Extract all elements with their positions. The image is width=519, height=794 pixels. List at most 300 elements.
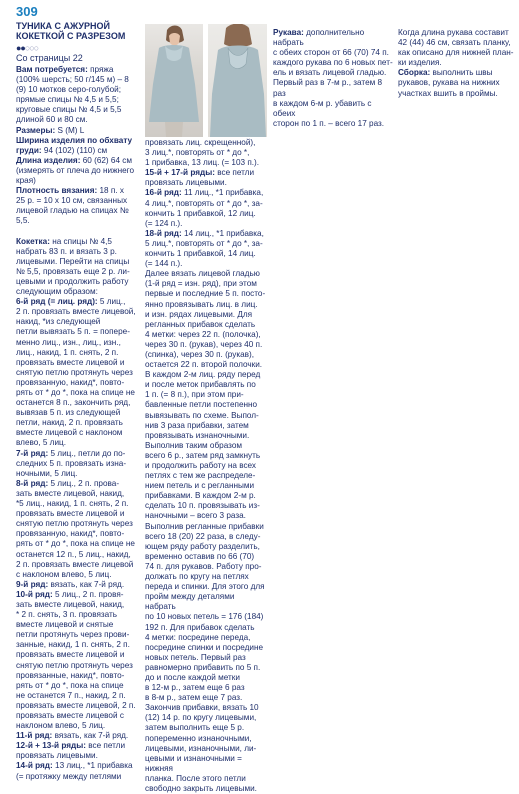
line-text: прибавками. В каждом 2-м р.	[145, 491, 256, 501]
text-line	[145, 320, 267, 330]
difficulty-rating	[16, 43, 38, 53]
line-text: лиц., накид, 1 п. снять, 2 п.	[16, 347, 119, 357]
text-line	[16, 206, 144, 226]
text-line	[145, 279, 267, 289]
line-text: накид, *из следующей	[16, 317, 101, 327]
text-line	[16, 691, 144, 701]
text-line	[16, 307, 144, 317]
line-text: через 30 п. (рукав), через 40 п.	[145, 339, 263, 349]
text-line	[16, 327, 144, 337]
text-line	[16, 751, 144, 761]
line-text: выполнить швы	[430, 68, 493, 78]
line-text: 60 (62) 64 см	[80, 155, 133, 165]
text-line	[16, 489, 144, 499]
text-line	[16, 620, 144, 630]
line-text: 14 лиц., *1 прибавка,	[181, 228, 264, 238]
line-text: (= протяжку между петлями	[16, 771, 122, 781]
line-text: провязанную, накид*, повто-	[16, 529, 125, 539]
line-text: наклоном влево, 5 лиц.	[16, 721, 106, 731]
text-line	[16, 630, 144, 640]
line-text: зать вместе лицевой, накид,	[16, 488, 125, 498]
text-line	[16, 731, 144, 741]
line-text: останется 8 п., закончить ряд,	[16, 398, 131, 408]
line-text: провязывать изнаночными.	[145, 430, 250, 440]
line-text: как описано для нижней план-	[398, 48, 514, 58]
column-3	[273, 28, 393, 129]
text-line	[273, 58, 393, 68]
text-line	[145, 522, 267, 532]
text-line	[145, 360, 267, 370]
line-text: и после меток прибавлять по	[145, 380, 256, 390]
line-text	[16, 227, 18, 236]
text-line	[16, 126, 144, 136]
text-line	[145, 572, 267, 582]
text-line	[145, 330, 267, 340]
text-line	[145, 784, 267, 794]
text-line	[398, 38, 516, 48]
difficulty-filled: ●●	[16, 43, 25, 53]
column-1	[16, 65, 144, 782]
line-text: менно лиц., изн., лиц., изн.,	[16, 337, 121, 347]
line-text: 2 п. провязать вместе лицевой	[16, 559, 134, 569]
text-line	[16, 600, 144, 610]
line-text: набрать 83 п. и вязать 3 р.	[16, 246, 117, 256]
bold-label: 11-й ряд:	[16, 731, 53, 741]
text-line	[16, 277, 144, 287]
line-text: лицевой гладью на спицах № 5,5.	[16, 206, 129, 226]
text-line	[16, 580, 144, 590]
text-line	[145, 259, 267, 269]
line-text: в 8-м р., затем еще 7 раз.	[145, 693, 243, 703]
text-line	[145, 713, 267, 723]
line-text: ночными, 5 лиц.	[16, 468, 78, 478]
text-line	[145, 501, 267, 511]
line-text: пройм между деталями набрать	[145, 592, 235, 612]
line-text: новых петель. Первый раз	[145, 652, 246, 662]
text-line	[145, 723, 267, 733]
line-text: все петли	[214, 168, 255, 178]
text-line	[145, 441, 267, 451]
text-line	[398, 68, 516, 78]
text-line	[273, 28, 393, 48]
text-line	[145, 390, 267, 400]
text-line	[16, 711, 144, 721]
text-line	[16, 247, 144, 257]
line-text: петлях с тем же распределе-	[145, 471, 256, 481]
line-text: лицевыми, изнаночными, ли-	[145, 743, 257, 753]
text-line	[145, 199, 267, 209]
text-line	[145, 340, 267, 350]
text-line	[145, 310, 267, 320]
line-text: рять от * до *, пока на спице не	[16, 388, 135, 397]
line-text: все петли	[85, 741, 126, 751]
line-text: Выполнив таким образом	[145, 440, 243, 450]
text-line	[145, 623, 267, 633]
line-text: и продолжить работу на всех	[145, 461, 257, 470]
text-line	[16, 509, 144, 519]
line-text: № 5,5, провязать еще 2 р. ли-	[16, 266, 130, 276]
text-line	[16, 186, 144, 196]
text-line	[145, 229, 267, 239]
text-line	[16, 519, 144, 529]
line-text: каждого рукава по 6 новых пет-	[273, 58, 393, 68]
text-line	[16, 287, 144, 297]
line-text: Когда длина рукава составит	[398, 28, 509, 37]
text-line	[145, 552, 267, 562]
text-line	[16, 297, 144, 307]
line-text: в каждом 6-м р. убавить с обеих	[273, 98, 372, 118]
text-line	[145, 612, 267, 622]
line-text: 13 лиц., *1 прибавка	[52, 761, 133, 771]
line-text: всего 18 (20) 22 раза, в следу-	[145, 531, 261, 541]
bold-label: 9-й ряд:	[16, 579, 49, 589]
line-text: снятую петлю протянуть через	[16, 367, 133, 377]
line-text: провязать лицевыми.	[16, 751, 98, 761]
bold-label: груди:	[16, 145, 42, 155]
text-line	[145, 350, 267, 360]
text-line	[16, 428, 144, 438]
line-text: (9) 10 мотков серо-голубой;	[16, 85, 121, 95]
line-text: 5 лиц.,	[97, 297, 126, 307]
line-text: провязать вместе лицевой с	[16, 711, 124, 720]
line-text: (= 144 п.).	[145, 259, 183, 269]
line-text: бавленные петли постепенно	[145, 400, 258, 410]
line-text: дополнительно набрать	[273, 28, 365, 48]
line-text: сделать 10 п. провязывать из-	[145, 501, 260, 511]
line-text: края)	[16, 176, 36, 186]
text-line	[145, 582, 267, 592]
line-text: и изн. рядах лицевыми. Для	[145, 309, 253, 319]
line-text: провязать лиц. скрещенной),	[145, 138, 256, 147]
text-line	[398, 78, 516, 88]
text-line	[398, 48, 516, 58]
line-text: провязать лицевыми.	[145, 178, 227, 188]
from-page: Со страницы 22	[16, 53, 83, 63]
line-text: ель и вязать лицевой гладью.	[273, 68, 387, 78]
line-text: 25 р. = 10 х 10 см, связанных	[16, 196, 128, 206]
text-line	[145, 249, 267, 259]
bold-label: 12-й + 13-й ряды:	[16, 741, 86, 751]
line-text: пряжа	[87, 65, 114, 74]
line-text: 5 лиц., петли до по-	[48, 448, 126, 458]
line-text: * 2 п. снять, 3 п. провязать	[16, 610, 118, 620]
text-line	[145, 138, 267, 148]
line-text: 11 лиц., *1 прибавка,	[181, 188, 264, 198]
bold-label: 16-й ряд:	[145, 188, 182, 198]
text-line	[145, 400, 267, 410]
line-text: 1 п. (= 8 п.), при этом при-	[145, 390, 244, 400]
line-text: *5 лиц., накид, 1 п. снять, 2 п.	[16, 499, 129, 509]
bold-label: 6-й ряд (= лиц. ряд):	[16, 297, 98, 307]
line-text: наночными – всего 3 раза.	[145, 511, 246, 521]
text-line	[273, 48, 393, 58]
bold-label: Рукава:	[273, 28, 304, 37]
text-line	[145, 703, 267, 713]
line-text: (спинка), через 30 п. (рукав),	[145, 349, 255, 359]
line-text: прямые спицы № 4,5 и 5,5;	[16, 95, 119, 105]
line-text: должать по кругу на петлях	[145, 572, 249, 582]
line-text: равномерно прибавить по 5 п.	[145, 662, 261, 672]
bold-label: 15-й + 17-й ряды:	[145, 168, 215, 178]
text-line	[16, 701, 144, 711]
difficulty-empty: ○○○	[24, 43, 39, 53]
line-text: 192 п. Для прибавок сделать	[145, 622, 255, 632]
text-line	[16, 772, 144, 782]
text-line	[145, 209, 267, 219]
line-text: провязать вместе лицевой и	[16, 650, 125, 660]
text-line	[16, 499, 144, 509]
line-text: (12) 14 р. по кругу лицевыми,	[145, 713, 257, 723]
text-line	[16, 438, 144, 448]
text-line	[145, 370, 267, 380]
text-line	[145, 148, 267, 158]
text-line	[145, 592, 267, 612]
line-text: зать вместе лицевой, накид,	[16, 599, 125, 609]
line-text: 94 (102) (110) см	[41, 145, 108, 155]
line-text: ки изделия.	[398, 58, 442, 68]
text-line	[16, 156, 144, 166]
line-text: до и после каждой метки	[145, 672, 240, 682]
line-text: планка. После этого петли	[145, 773, 246, 783]
line-text: нием петель и с регланными	[145, 481, 255, 491]
line-text: 4 метки: посредине переда,	[145, 632, 251, 642]
text-line	[145, 663, 267, 673]
line-text: лицевыми. Перейти на спицы	[16, 256, 130, 266]
line-text: S (M) L	[55, 125, 85, 135]
line-text: провязать вместе лицевой, 2 п.	[16, 700, 136, 710]
line-text: вместе лицевой и снятые	[16, 620, 114, 630]
text-line	[16, 95, 144, 105]
bold-label: Размеры:	[16, 125, 56, 135]
text-line	[16, 721, 144, 731]
text-line	[145, 431, 267, 441]
text-line	[16, 388, 144, 398]
line-text: 5 лиц., 2 п. провя-	[52, 589, 124, 599]
text-line	[145, 269, 267, 279]
text-line	[398, 58, 516, 68]
text-line	[145, 774, 267, 784]
text-line	[273, 119, 393, 129]
text-line	[16, 550, 144, 560]
text-line	[145, 380, 267, 390]
line-text: занные, накид, 1 п. снять, 2 п.	[16, 640, 130, 650]
text-line	[16, 115, 144, 125]
bold-label: 8-й ряд:	[16, 478, 49, 488]
line-text: не останется 7 п., накид, 2 п.	[16, 690, 126, 700]
line-text: первые и последние 5 п. посто-	[145, 289, 266, 299]
text-line	[145, 481, 267, 491]
line-text: рять от * до *, пока на спице	[16, 680, 124, 690]
text-line	[145, 451, 267, 461]
line-text: Выполнив регланные прибавки	[145, 521, 264, 531]
line-text: вязать, как 7-й ряд.	[48, 579, 125, 589]
line-text: Далее вязать лицевой гладью	[145, 269, 260, 279]
text-line	[16, 237, 144, 247]
text-line	[145, 562, 267, 572]
line-text: провязать вместе лицевой и	[16, 509, 125, 519]
text-line	[16, 317, 144, 327]
line-text: 4 лиц.*, повторять от * до *, за-	[145, 198, 263, 208]
text-line	[145, 188, 267, 198]
bold-label: 18-й ряд:	[145, 228, 182, 238]
text-line	[145, 511, 267, 521]
line-text: свободно закрыть лицевыми.	[145, 784, 257, 793]
line-text: всего 6 р., затем ряд замкнуть	[145, 450, 261, 460]
text-line	[145, 421, 267, 431]
text-line	[273, 68, 393, 78]
text-line	[16, 449, 144, 459]
text-line	[145, 683, 267, 693]
line-text: цевыми и продолжить работу	[16, 276, 129, 286]
text-line	[16, 459, 144, 469]
column-4	[398, 28, 516, 99]
text-line	[16, 570, 144, 580]
text-line	[16, 227, 144, 237]
line-text: с наклоном влево, 5 лиц.	[16, 569, 112, 579]
model-front-image	[145, 24, 203, 137]
text-line	[145, 461, 267, 471]
line-text: провязать вместе лицевой и	[16, 357, 125, 367]
text-line	[16, 650, 144, 660]
line-text: попеременно изнаночными,	[145, 733, 252, 743]
line-text: на спицы № 4,5	[49, 236, 112, 246]
line-text: 4 метки: через 22 п. (полочка),	[145, 329, 261, 339]
line-text: снятую петлю протянуть через	[16, 519, 133, 529]
text-line	[145, 653, 267, 663]
text-line	[16, 338, 144, 348]
line-text: вязать, как 7-й ряд.	[52, 731, 129, 741]
text-line	[16, 408, 144, 418]
line-text: с обеих сторон от 66 (70) 74 п.	[273, 48, 389, 58]
text-line	[16, 469, 144, 479]
line-text: затем выполнить еще 5 р.	[145, 723, 245, 733]
text-line	[16, 105, 144, 115]
line-text: ющем ряду работу разделить,	[145, 541, 260, 551]
line-text: (1-й ряд = изн. ряд), при этом	[145, 279, 257, 289]
line-text: переда и спинки. Для этого для	[145, 582, 265, 592]
text-line	[16, 166, 144, 176]
photo-front	[145, 24, 203, 137]
line-text: (100% шерсть; 50 г/145 м) – 8	[16, 75, 129, 85]
line-text: петли протянуть через прови-	[16, 630, 130, 640]
text-line	[398, 89, 516, 99]
text-line	[16, 358, 144, 368]
text-line	[145, 158, 267, 168]
text-line	[16, 398, 144, 408]
line-text: вывязывать по схеме. Выпол-	[145, 410, 259, 420]
text-line	[145, 693, 267, 703]
line-text: кончить 1 прибавкой, 12 лиц.	[145, 208, 256, 218]
text-line	[16, 146, 144, 156]
text-line	[16, 368, 144, 378]
line-text: нив 3 раза прибавки, затем	[145, 420, 249, 430]
bold-label: Сборка:	[398, 68, 431, 78]
line-text: Первый раз в 7-м р., затем 8 раз	[273, 78, 383, 98]
text-line	[16, 267, 144, 277]
text-line	[16, 176, 144, 186]
bold-label: Плотность вязания:	[16, 186, 98, 196]
pattern-number: 309	[16, 4, 38, 19]
text-line	[16, 539, 144, 549]
title-line-2: КОКЕТКОЙ С РАЗРЕЗОМ	[16, 31, 126, 41]
title-line-1: ТУНИКА С АЖУРНОЙ	[16, 21, 110, 31]
bold-label: Кокетка:	[16, 236, 50, 246]
line-text: круговые спицы № 4,5 и 5,5	[16, 105, 122, 115]
line-text: янно провязывать лиц. в лиц.	[145, 299, 258, 309]
text-line	[16, 640, 144, 650]
line-text: длиной 60 и 80 см.	[16, 115, 88, 125]
text-line	[16, 681, 144, 691]
line-text: в 12-м р., затем еще 6 раз	[145, 683, 245, 693]
text-line	[16, 65, 144, 75]
bold-label: 7-й ряд:	[16, 448, 49, 458]
text-line	[145, 532, 267, 542]
line-text: петли вывязать 5 п. = попере-	[16, 327, 130, 337]
bold-label: Вам потребуется:	[16, 65, 88, 74]
text-line	[16, 378, 144, 388]
text-line	[145, 168, 267, 178]
line-text: 1 прибавка, 13 лиц. (= 103 п.).	[145, 158, 260, 168]
text-line	[16, 257, 144, 267]
line-text: регланных прибавок сделать	[145, 319, 256, 329]
text-line	[16, 85, 144, 95]
line-text: 5 лиц.*, повторять от * до *, за-	[145, 238, 263, 248]
text-line	[16, 479, 144, 489]
text-line	[398, 28, 516, 38]
text-line	[16, 610, 144, 620]
text-line	[145, 471, 267, 481]
text-line	[273, 78, 393, 98]
text-line	[145, 754, 267, 774]
bold-label: Ширина изделия по обхвату	[16, 135, 133, 145]
text-line	[16, 136, 144, 146]
text-line	[145, 542, 267, 552]
line-text: провязанные, накид*, повто-	[16, 670, 125, 680]
line-text: кончить 1 прибавкой, 14 лиц.	[145, 249, 256, 259]
text-line	[145, 673, 267, 683]
text-line	[16, 661, 144, 671]
line-text: участках вшить в проймы.	[398, 88, 498, 98]
line-text: вывязав 5 п. из следующей	[16, 408, 121, 418]
photo-back	[208, 24, 267, 137]
text-line	[16, 590, 144, 600]
line-text: (= 124 п.).	[145, 218, 183, 228]
text-line	[145, 491, 267, 501]
bold-label: 10-й ряд:	[16, 589, 53, 599]
line-text: Закончив прибавки, вязать 10	[145, 703, 259, 713]
text-line	[145, 219, 267, 229]
text-line	[145, 411, 267, 421]
bold-label: Длина изделия:	[16, 155, 81, 165]
text-line	[16, 741, 144, 751]
line-text: В каждом 2-м лиц. ряду перед	[145, 370, 261, 380]
line-text: цевыми и изнаночными = нижняя	[145, 753, 242, 773]
line-text: петли, накид, 2 п. провязать	[16, 418, 123, 428]
text-line	[145, 643, 267, 653]
line-text: остается 22 п. второй полочки.	[145, 360, 263, 370]
line-text: рукавов, рукава на нижних	[398, 78, 500, 88]
line-text: (измерять от плеча до нижнего	[16, 165, 135, 175]
text-line	[145, 300, 267, 310]
line-text: провязанную, накид*, повто-	[16, 377, 125, 387]
text-line	[16, 348, 144, 358]
text-line	[145, 734, 267, 744]
line-text: 2 п. провязать вместе лицевой,	[16, 307, 136, 317]
text-line	[145, 633, 267, 643]
text-line	[16, 560, 144, 570]
text-line	[16, 196, 144, 206]
line-text: снятую петлю протянуть через	[16, 660, 133, 670]
